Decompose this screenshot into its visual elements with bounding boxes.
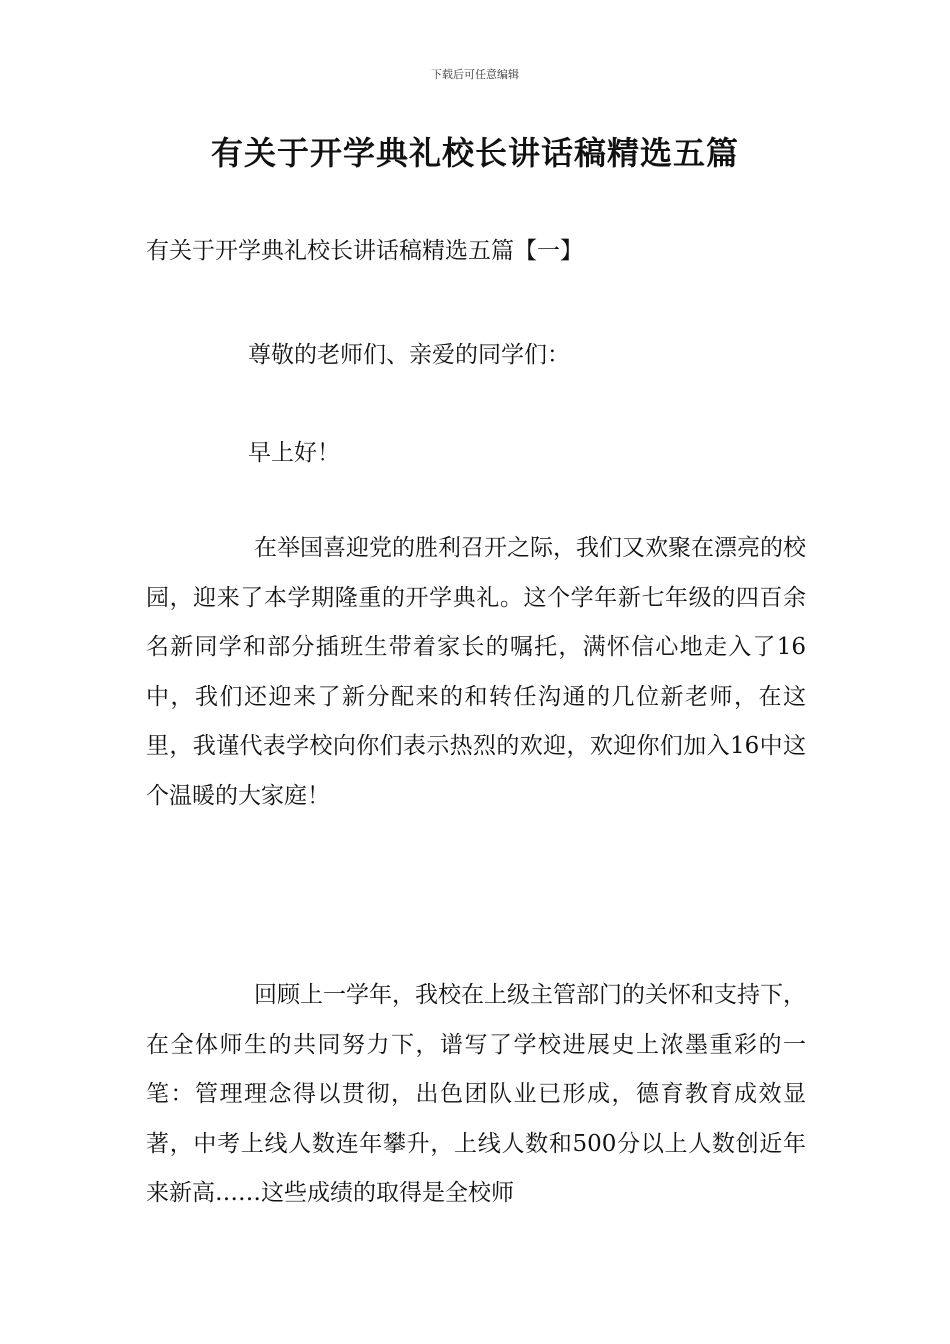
salutation-line: 尊敬的老师们、亲爱的同学们： xyxy=(248,342,570,368)
document-title: 有关于开学典礼校长讲话稿精选五篇 xyxy=(210,134,739,172)
body-paragraph-2: 回顾上一学年，我校在上级主管部门的关怀和支持下，在全体师生的共同努力下，谱写了学校进展史上浓墨重彩的一笔：管理理念得以贯彻，出色团队业已形成，德育教育成效显著，中考上线人数连年攀升，上线人数和500分以上人数创近年来新高……这些成绩的取得是全校师 xyxy=(146,982,806,1206)
page-header-note: 下载后可任意编辑 xyxy=(431,68,519,81)
body-paragraph-1: 在举国喜迎党的胜利召开之际，我们又欢聚在漂亮的校园，迎来了本学期隆重的开学典礼。这个学年新七年级的四百余名新同学和部分插班生带着家长的嘱托，满怀信心地走入了16中，我们还迎来了新分配来的和转任沟通的几位新老师，在这里，我谨代表学校向你们表示热烈的欢迎，欢迎你们加入16中这个温暖的大家庭！ xyxy=(146,535,806,809)
section-heading: 有关于开学典礼校长讲话稿精选五篇【一】 xyxy=(146,238,583,264)
greeting-line: 早上好！ xyxy=(248,440,340,466)
